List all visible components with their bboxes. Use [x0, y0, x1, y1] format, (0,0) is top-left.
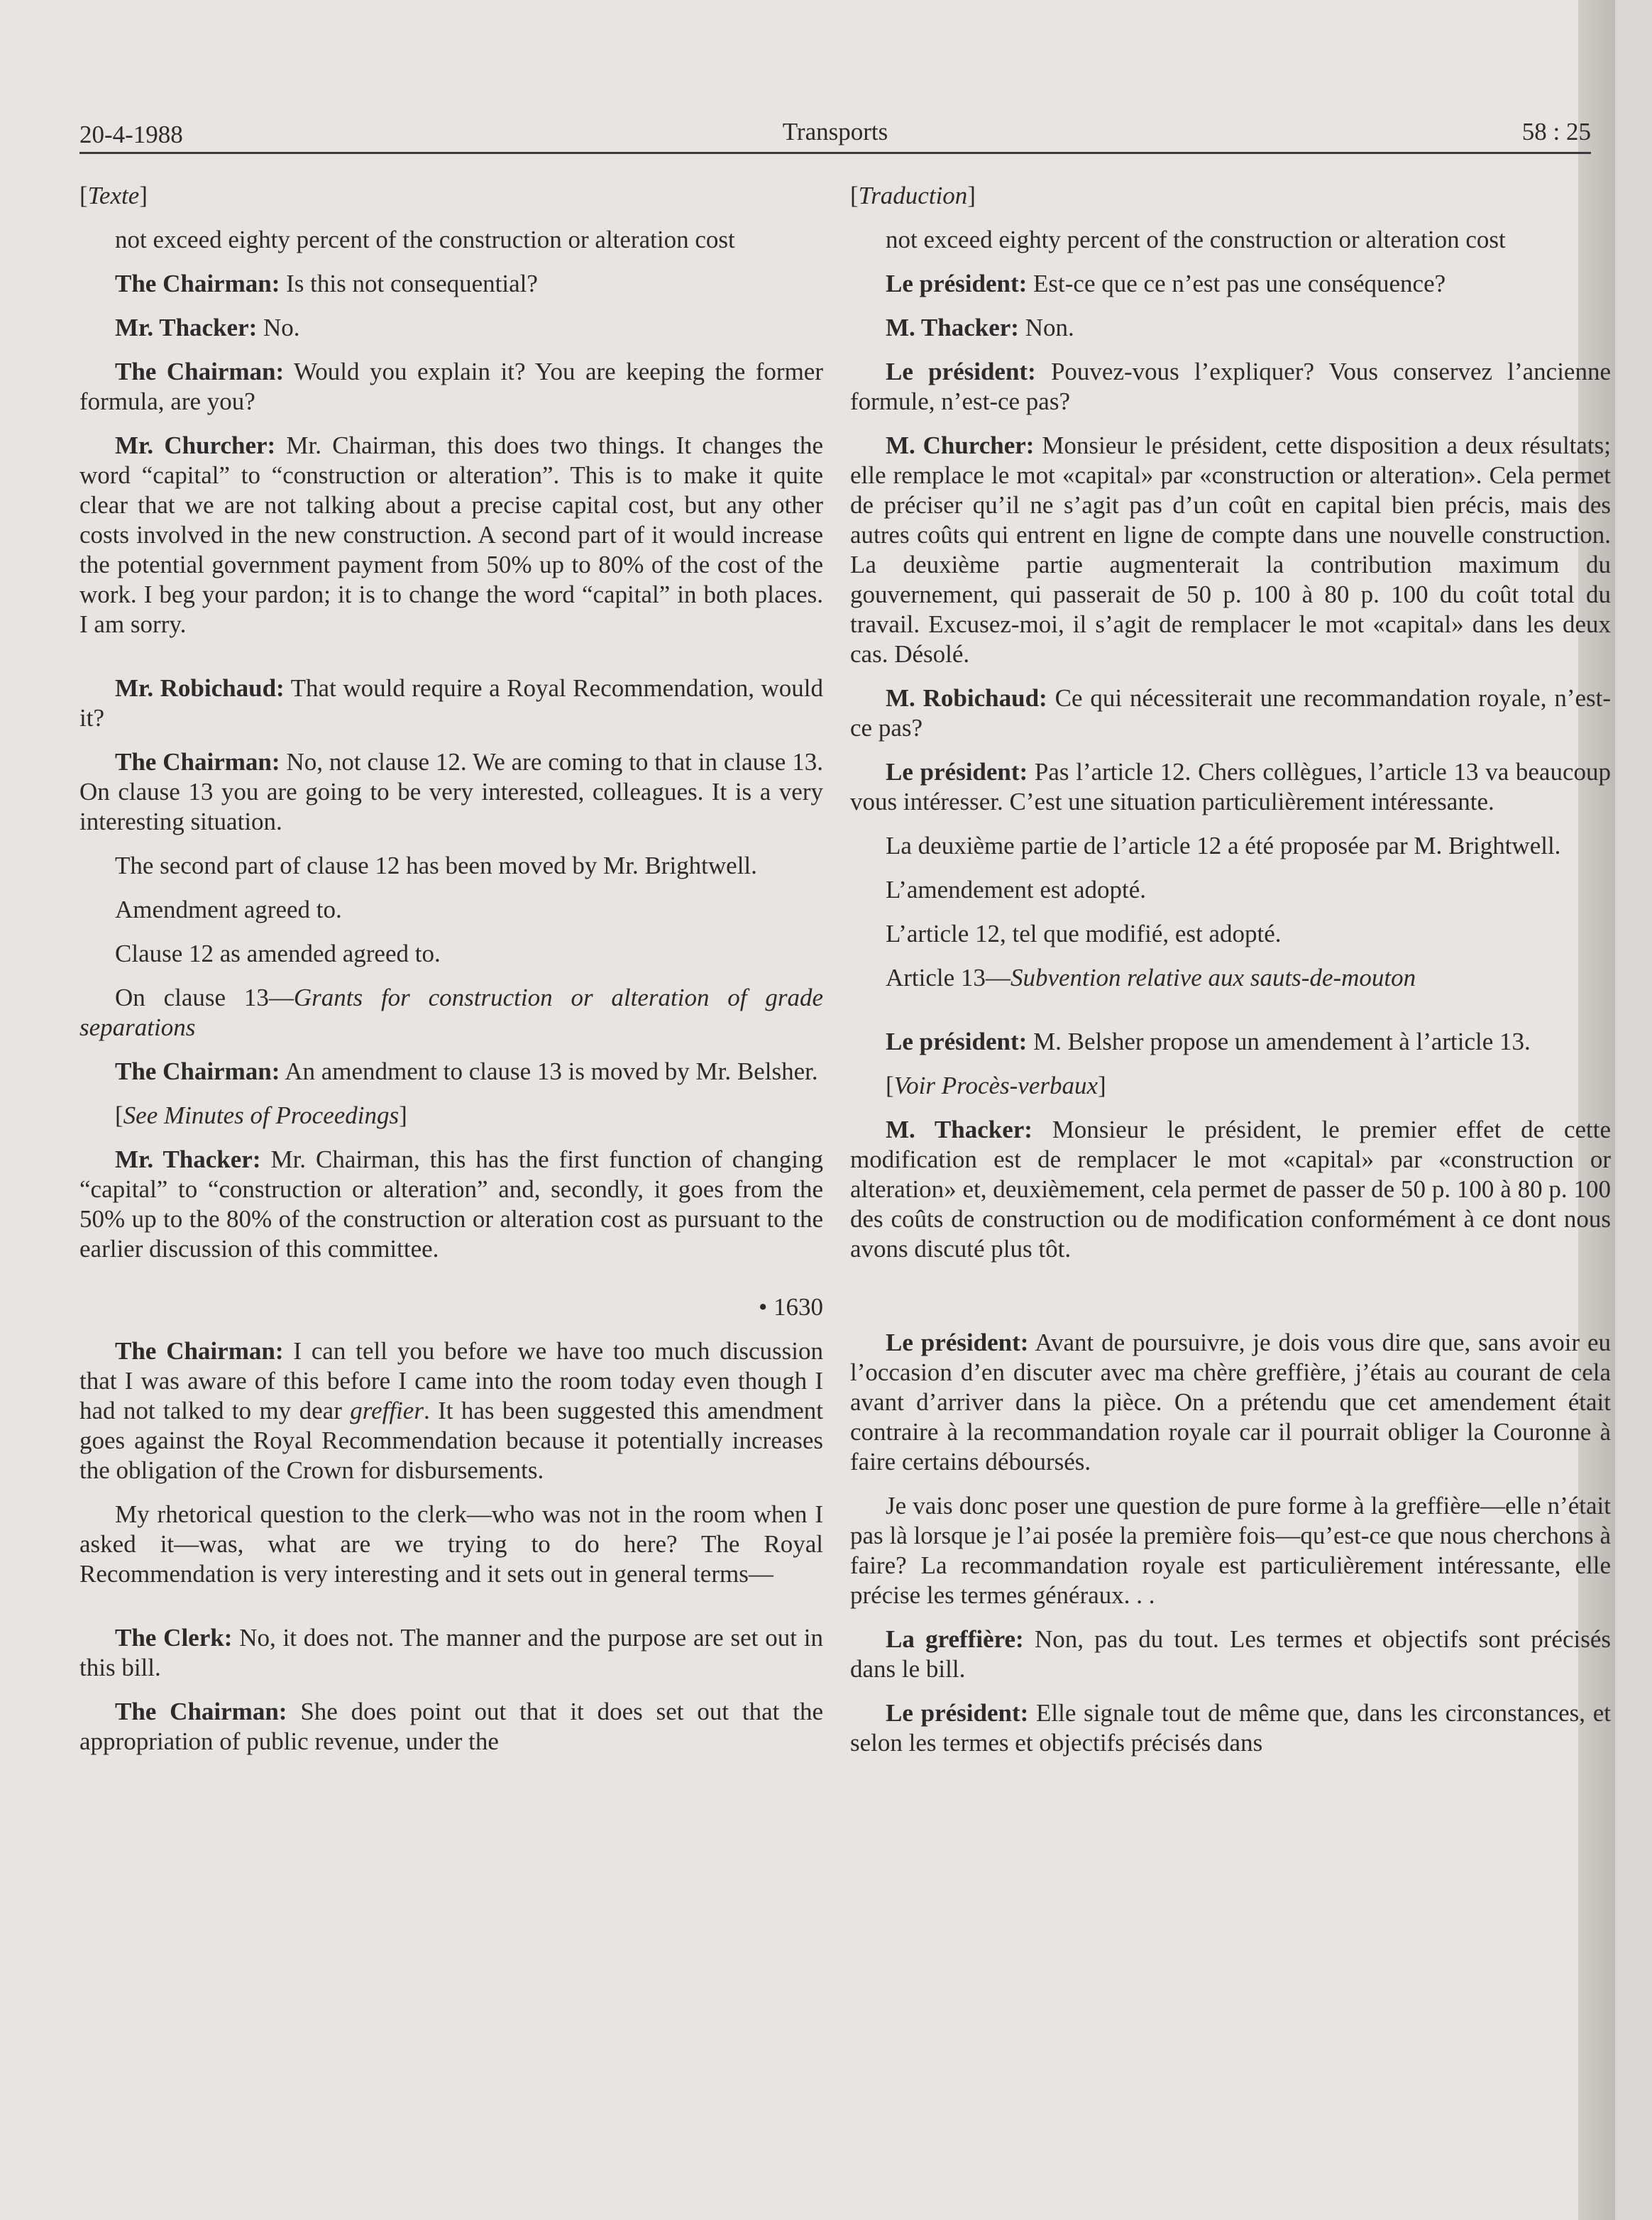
- paragraph: Clause 12 as amended agreed to.: [115, 940, 441, 967]
- speaker-name: The Chairman:: [115, 1057, 280, 1085]
- paragraph: Le président: Pouvez-vous l’expliquer? Vous conservez l’ancienne formule, n’est-ce pas?: [850, 358, 1612, 415]
- speaker-name: M. Churcher:: [886, 432, 1035, 459]
- paragraph: Mr. Robichaud: That would require a Royal Recommendation, would it?: [79, 674, 823, 732]
- paragraph: The Chairman: She does point out that it does set out that the appropriation of public revenue, under the: [79, 1698, 823, 1755]
- speaker-name: Mr. Thacker:: [115, 1145, 261, 1173]
- speaker-name: Mr. Thacker:: [115, 314, 258, 341]
- paragraph: The second part of clause 12 has been moved by Mr. Brightwell.: [115, 852, 757, 879]
- paragraph: Le président: Pas l’article 12. Chers collègues, l’article 13 va beaucoup vous intéresser. C’est une situation particulièrement intéressante.: [850, 758, 1612, 815]
- paragraph: The Chairman: No, not clause 12. We are coming to that in clause 13. On clause 13 you are going to be very interested, colleagues. It is a very interesting situation.: [79, 748, 824, 835]
- paragraph: Le président: Elle signale tout de même que, dans les circonstances, et selon les termes et objectifs précisés dans: [850, 1699, 1612, 1757]
- speaker-name: Le président:: [886, 758, 1028, 786]
- speaker-name: Mr. Robichaud:: [115, 674, 285, 702]
- time-marker: • 1630: [758, 1293, 823, 1321]
- paragraph: The Chairman: Would you explain it? You are keeping the former formula, are you?: [79, 358, 823, 415]
- speaker-name: The Chairman:: [115, 1337, 284, 1365]
- clause-heading: Article 13—Subvention relative aux sauts-de-mouton: [886, 964, 1416, 991]
- paragraph: The Clerk: No, it does not. The manner and the purpose are set out in this bill.: [79, 1624, 823, 1681]
- speaker-name: Le président:: [886, 1699, 1029, 1727]
- speaker-name: The Chairman:: [115, 270, 280, 297]
- column-label: [Texte]: [79, 182, 148, 209]
- paragraph: Je vais donc poser une question de pure forme à la greffière—elle n’était pas là lorsque je l’ai posée la première fois—qu’est-ce que nous cherchons à faire? La recommandation royale est particulièrement intéressante, elle précise les termes généraux. . .: [850, 1492, 1611, 1609]
- paragraph: L’amendement est adopté.: [886, 876, 1147, 903]
- speaker-name: The Chairman:: [115, 358, 285, 385]
- speaker-name: The Clerk:: [115, 1624, 233, 1652]
- french-column: [850, 181, 1611, 1772]
- speaker-name: The Chairman:: [115, 748, 280, 776]
- paragraph: My rhetorical question to the clerk—who was not in the room when I asked it—was, what are we trying to do here? The Royal Recommendation is very interesting and it sets out in general terms—: [79, 1500, 823, 1588]
- speaker-name: Le président:: [886, 1329, 1029, 1356]
- paragraph: The Chairman: I can tell you before we have too much discussion that I was aware of this before I came into the room today even though I had not talked to my dear greffier. It has been suggested this amendment goes against the Royal Recommendation because it potentially increases the obligation of the Crown for disbursements.: [79, 1337, 824, 1484]
- paragraph: Mr. Thacker: No.: [115, 314, 300, 341]
- english-column: [79, 181, 823, 1771]
- paragraph: Le président: M. Belsher propose un amendement à l’article 13.: [886, 1028, 1531, 1055]
- paragraph: L’article 12, tel que modifié, est adopté.: [886, 920, 1282, 947]
- paragraph: La deuxième partie de l’article 12 a été proposée par M. Brightwell.: [886, 832, 1561, 859]
- minutes-reference: [Voir Procès-verbaux]: [886, 1072, 1106, 1099]
- clause-heading: On clause 13—Grants for construction or alteration of grade separations: [79, 984, 823, 1041]
- paragraph: M. Robichaud: Ce qui nécessiterait une recommandation royale, n’est-ce pas?: [850, 684, 1612, 742]
- column-label: [Traduction]: [850, 182, 976, 209]
- paragraph: Le président: Avant de poursuivre, je dois vous dire que, sans avoir eu l’occasion d’en discuter avec ma chère greffière, j’étais au courant de cela avant d’arriver dans la pièce. On a prétendu que cet amendement était contraire à la recommandation royale car il pourrait obliger la Couronne à faire certains déboursés.: [850, 1329, 1611, 1476]
- speaker-name: M. Thacker:: [886, 314, 1019, 341]
- paragraph: The Chairman: An amendment to clause 13 is moved by Mr. Belsher.: [115, 1057, 818, 1085]
- speaker-name: Le président:: [886, 358, 1036, 385]
- page-header: [79, 112, 1591, 154]
- speaker-name: Le président:: [886, 270, 1028, 297]
- speaker-name: Le président:: [886, 1028, 1028, 1055]
- header-date: 20-4-1988: [79, 121, 183, 148]
- minutes-reference: [See Minutes of Proceedings]: [115, 1101, 407, 1129]
- paragraph: La greffière: Non, pas du tout. Les termes et objectifs sont précisés dans le bill.: [850, 1625, 1611, 1683]
- paragraph: M. Thacker: Non.: [886, 314, 1074, 341]
- paragraph: not exceed eighty percent of the construction or alteration cost: [115, 226, 735, 253]
- header-title: Transports: [782, 118, 888, 145]
- speaker-name: M. Thacker:: [886, 1116, 1032, 1143]
- speaker-name: La greffière:: [886, 1625, 1024, 1653]
- paragraph: Mr. Thacker: Mr. Chairman, this has the first function of changing “capital” to “construction or alteration” and, secondly, it goes from the 50% up to the 80% of the construction or alteration cost as pursuant to the earlier discussion of this committee.: [79, 1145, 824, 1263]
- paragraph: not exceed eighty percent of the construction or alteration cost: [886, 226, 1506, 253]
- paragraph: Amendment agreed to.: [115, 896, 342, 923]
- paragraph: The Chairman: Is this not consequential?: [115, 270, 538, 297]
- paragraph: M. Thacker: Monsieur le président, le premier effet de cette modification est de remplacer le mot «capital» par «construction or alteration» et, deuxièmement, cela permet de passer de 50 p. 100 à 80 p. 100 des coûts de construction ou de modification conformément à ce dont nous avons discuté plus tôt.: [850, 1116, 1612, 1263]
- speaker-name: M. Robichaud:: [886, 684, 1047, 712]
- paragraph: Le président: Est-ce que ce n’est pas une conséquence?: [886, 270, 1446, 297]
- paragraph: M. Churcher: Monsieur le président, cette disposition a deux résultats; elle remplace le mot «capital» par «construction or alteration». Cela permet de préciser qu’il ne s’agit pas d’un coût en capital bien précis, mais des autres coûts qui entrent en ligne de compte dans une nouvelle construction. La deuxième partie augmenterait la contribution maximum du gouvernement, qui passerait de 50 p. 100 à 80 p. 100 du coût total du travail. Excusez-moi, il s’agit de remplacer le mot «capital» dans les deux cas. Désolé.: [850, 432, 1611, 668]
- speaker-name: The Chairman:: [115, 1698, 287, 1725]
- paragraph: Mr. Churcher: Mr. Chairman, this does two things. It changes the word “capital” to “construction or alteration”. This is to make it quite clear that we are not talking about a precise capital cost, but any other costs involved in the new construction. A second part of it would increase the potential government payment from 50% up to 80% of the cost of the work. I beg your pardon; it is to change the word “capital” in both places. I am sorry.: [79, 432, 823, 638]
- header-page-number: 58 : 25: [1521, 118, 1591, 145]
- speaker-name: Mr. Churcher:: [115, 432, 276, 459]
